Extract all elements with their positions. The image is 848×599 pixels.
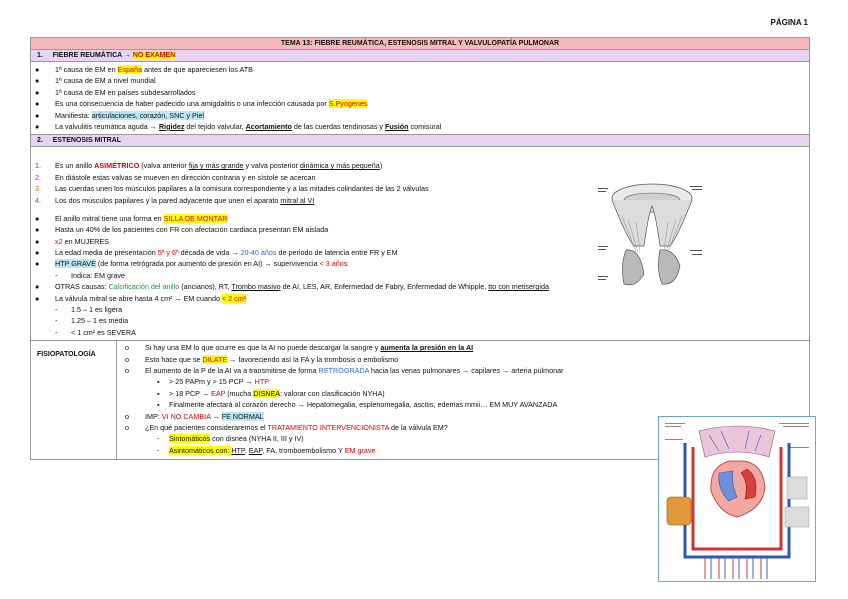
- list-item: o Esto hace que se DILATE → favoreciendo así la FA y la trombosis o embolismo: [125, 354, 399, 364]
- list-item: ● Hasta un 40% de los pacientes con FR con afectación cardiaca presentan EM aislada: [35, 225, 329, 235]
- list-item: - Asintomáticos con: HTP, EAP, FA, tromboembolismo Y EM grave: [157, 445, 376, 455]
- page-number: PÁGINA 1: [770, 18, 808, 27]
- section-1-heading: [31, 50, 809, 62]
- list-item: ● Manifiesta: articulaciones, corazón, SNC y Piel: [35, 110, 205, 120]
- list-item: ● La válvula mitral se abre hasta 4 cm² → EM cuando < 2 cm²: [35, 293, 247, 303]
- list-item: - < 1 cm² es SEVERA: [55, 327, 136, 337]
- list-item: ● El anillo mitral tiene una forma en SILLA DE MONTAR: [35, 213, 228, 223]
- list-item: o IMP: VI NO CAMBIA → FE NORMAL: [125, 411, 264, 421]
- list-item: o El aumento de la P de la AI va a transmitirse de forma RETRÓGRADA hacia las venas pulmonares → capilares → arteria pulmonar: [125, 365, 564, 375]
- list-item: - Sintomáticos con disnea (NYHA II, III y IV): [157, 434, 304, 444]
- list-item: 2. En diástole estas valvas se mueven en dirección contraria y en sístole se acercan: [35, 172, 316, 182]
- list-item: ▪ > 25 PAPm y > 15 PCP → HTP: [157, 377, 269, 387]
- document-title: TEMA 13: FIEBRE REUMÁTICA, ESTENOSIS MITRAL Y VALVULOPATÍA PULMONAR: [31, 38, 809, 50]
- section-2-heading: [31, 135, 809, 147]
- list-item: ● HTP GRAVE (de forma retrógrada por aumento de presión en AI) → supervivencia < 3 años: [35, 259, 348, 269]
- list-item: - Indica: EM grave: [55, 270, 125, 280]
- section-1-list: [31, 62, 809, 135]
- list-item: ● La valvulitis reumática aguda → Rigidez del tejido valvular, Acortamiento de las cuerdas tendinosas y Fusión comisural: [35, 121, 442, 131]
- list-item: - 1.5 – 1 es ligera: [55, 305, 123, 315]
- list-item: o Si hay una EM lo que ocurre es que la AI no puede descargar la sangre y aumenta la presión en la AI: [125, 343, 474, 353]
- list-item: 3. Las cuerdas unen los músculos papilares a la comisura correspondiente y a las mitades colindantes de las 2 válvulas: [35, 184, 429, 194]
- circulation-diagram: [658, 416, 816, 582]
- list-item: 1. Es un anillo ASIMÉTRICO (valva anterior fija y más grande y valva posterior dinámica y más pequeña): [35, 161, 383, 171]
- section-number: 2.: [37, 137, 43, 145]
- list-item: o ¿En qué pacientes consideraremos el TRATAMIENTO INTERVENCIONISTA de la válvula EM?: [125, 422, 448, 432]
- list-item: ● 1ª causa de EM en países subdesarrollados: [35, 87, 196, 97]
- list-item: ● OTRAS causas: Calcificación del anillo (ancianos), RT, Trombo masivo de AI, LES, AR, Enfermedad de Fabry, Enfermedad de Whipple, tto con metisergida: [35, 282, 549, 292]
- list-item: - 1.25 – 1 es media: [55, 316, 129, 326]
- section-number: 1.: [37, 52, 43, 59]
- section-title: FIEBRE REUMÁTICA →: [52, 52, 131, 59]
- list-item: ● 1ª causa de EM en España antes de que apareciesen los ATB: [35, 65, 253, 74]
- list-item: ▪ Finalmente afectará al corazón derecho → Hepatomegalia, esplenomegalia, ascitis, edemas mmii… EM MUY AVANZADA: [157, 400, 558, 410]
- no-examen-tag: NO EXAMEN: [132, 52, 176, 59]
- mitral-valve-illustration: [596, 176, 704, 294]
- list-item: ● 1ª causa de EM a nivel mundial: [35, 76, 156, 86]
- list-item: ▪ > 18 PCP → EAP (mucha DISNEA: valorar con clasificación NYHA): [157, 388, 385, 398]
- list-item: 4. Los dos músculos papilares y la pared adyacente que unen el aparato mitral al VI: [35, 195, 315, 205]
- fisiopatologia-label: FISIOPATOLOGÍA: [31, 341, 117, 459]
- list-item: ● Es una consecuencia de haber padecido una amigdalitis o una infección causada por S.Pyogenes: [35, 99, 368, 109]
- list-item: ● La edad media de presentación 5ª y 6ª década de vida → 20-40 años de periodo de latencia entre FR y EM: [35, 248, 398, 258]
- section-title: ESTENOSIS MITRAL: [52, 137, 122, 145]
- list-item: ● x2 en MUJERES: [35, 236, 109, 246]
